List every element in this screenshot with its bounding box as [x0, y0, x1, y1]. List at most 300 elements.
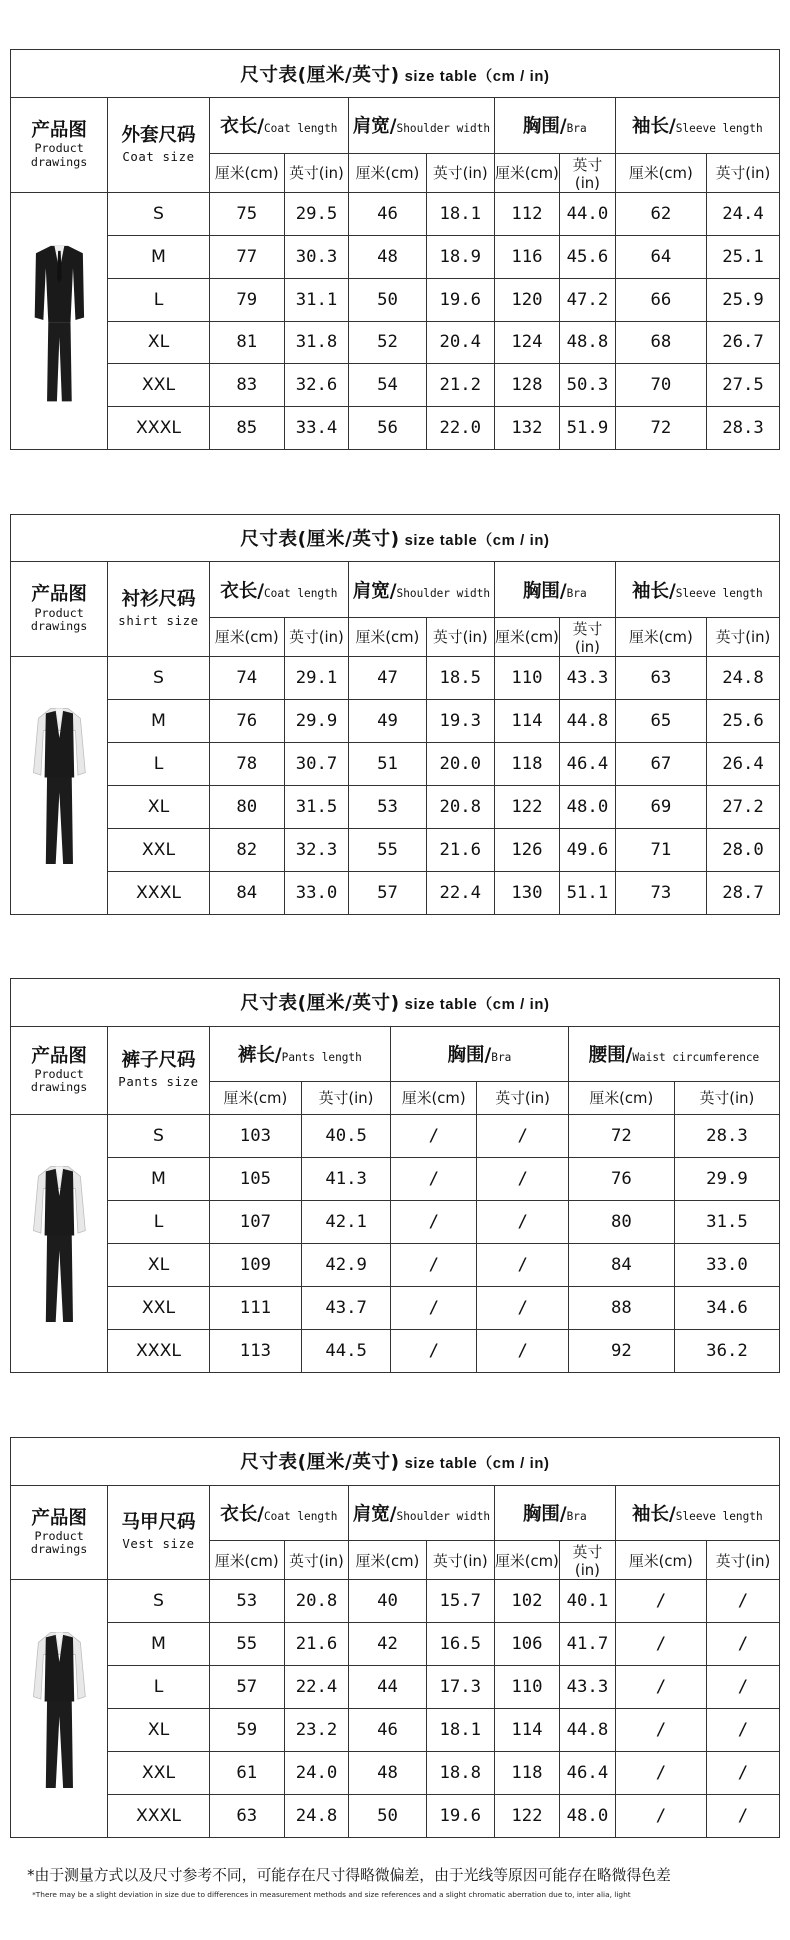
table-cell: 59 [209, 1708, 284, 1751]
table-row [10, 828, 779, 871]
unit-in: 英寸(in) [284, 153, 348, 192]
table-cell: 113 [209, 1329, 302, 1372]
table-cell: 29.1 [284, 656, 348, 699]
table-cell: / [477, 1157, 568, 1200]
table-row [10, 364, 779, 407]
table-cell: 56 [349, 407, 427, 450]
group-en: Bra [566, 122, 587, 136]
table-cell: 68 [615, 321, 706, 364]
title-en: size table（cm / in) [404, 1456, 550, 1473]
table-cell: 43.7 [302, 1286, 391, 1329]
table-cell: 63 [209, 1794, 284, 1837]
group-zh: 袖长/ [632, 580, 676, 602]
table-cell: / [391, 1286, 477, 1329]
table-cell: 69 [615, 785, 706, 828]
size-code-zh: 裤子尺码 [121, 1050, 196, 1072]
table-cell: 17.3 [426, 1665, 494, 1708]
table-cell: 29.5 [284, 192, 348, 235]
suit-figure-icon [31, 236, 88, 406]
group-zh: 肩宽/ [352, 116, 397, 138]
unit-in: 英寸(in) [560, 153, 616, 192]
size-code-header [108, 1026, 209, 1114]
table-cell: 24.8 [707, 656, 780, 699]
unit-in: 英寸(in) [426, 617, 494, 656]
group-en: Waist circumference [632, 1050, 760, 1064]
table-cell: 28.7 [707, 871, 780, 914]
table-cell: 130 [494, 871, 559, 914]
unit-cm: 厘米(cm) [209, 1541, 284, 1580]
table-cell: 18.1 [426, 1708, 494, 1751]
group-header [391, 1026, 569, 1081]
table-cell: 72 [615, 407, 706, 450]
group-zh: 裤长/ [237, 1044, 282, 1066]
size-label: XL [108, 785, 209, 828]
group-header [615, 1485, 779, 1540]
title-en: size table（cm / in) [404, 997, 550, 1014]
table-cell: / [477, 1329, 568, 1372]
group-en: Bra [491, 1050, 512, 1064]
table-cell: 120 [494, 278, 559, 321]
table-cell: / [707, 1708, 780, 1751]
unit-in: 英寸(in) [426, 1541, 494, 1580]
table-cell: 27.5 [707, 364, 780, 407]
table-cell: 76 [209, 699, 284, 742]
size-label: XXL [108, 828, 209, 871]
pants-figure-icon [31, 1159, 88, 1327]
product-header [10, 98, 108, 192]
table-cell: / [391, 1243, 477, 1286]
table-title [10, 1437, 779, 1485]
table-cell: 122 [494, 785, 559, 828]
size-label: M [108, 235, 209, 278]
table-cell: 41.3 [302, 1157, 391, 1200]
group-en: Sleeve length [675, 1509, 763, 1523]
group-zh: 胸围/ [522, 580, 567, 602]
table-cell: 48.8 [560, 321, 616, 364]
coat-size-table [10, 49, 780, 450]
table-cell: 50.3 [560, 364, 616, 407]
title-zh: 尺寸表(厘米/英寸) [240, 1452, 400, 1474]
group-en: Coat length [263, 1509, 338, 1523]
table-cell: 49 [349, 699, 427, 742]
table-cell: 44.8 [560, 699, 616, 742]
title-zh: 尺寸表(厘米/英寸) [240, 528, 400, 550]
group-en: Coat length [263, 586, 338, 600]
table-cell: 75 [209, 192, 284, 235]
unit-cm: 厘米(cm) [494, 1541, 559, 1580]
table-cell: 18.9 [426, 235, 494, 278]
unit-cm: 厘米(cm) [209, 1081, 302, 1114]
table-cell: 51.1 [560, 871, 616, 914]
product-label-en: Product [34, 605, 84, 620]
table-cell: / [477, 1243, 568, 1286]
table-title [10, 514, 779, 562]
product-label-en-2: drawings [30, 1542, 88, 1557]
group-zh: 胸围/ [447, 1044, 492, 1066]
product-label-en-2: drawings [30, 1080, 88, 1095]
table-cell: 26.7 [707, 321, 780, 364]
product-label-en: Product [34, 141, 84, 156]
table-cell: 48 [349, 235, 427, 278]
size-code-header [108, 1485, 209, 1579]
table-cell: 111 [209, 1286, 302, 1329]
unit-in: 英寸(in) [284, 617, 348, 656]
table-row [10, 1243, 779, 1286]
group-zh: 袖长/ [632, 1503, 676, 1525]
table-cell: / [391, 1157, 477, 1200]
table-cell: 88 [568, 1286, 674, 1329]
table-row [10, 742, 779, 785]
table-cell: 46 [349, 192, 427, 235]
table-cell: 47 [349, 656, 427, 699]
product-label-en-2: drawings [30, 619, 88, 634]
table-cell: 43.3 [560, 656, 616, 699]
table-cell: 92 [568, 1329, 674, 1372]
product-image-suit [10, 192, 108, 450]
size-code-zh: 外套尺码 [121, 124, 196, 146]
product-label-zh: 产品图 [31, 584, 87, 606]
table-cell: 81 [209, 321, 284, 364]
size-code-header [108, 98, 209, 192]
table-cell: 55 [209, 1623, 284, 1666]
table-cell: 30.7 [284, 742, 348, 785]
table-cell: 31.1 [284, 278, 348, 321]
table-cell: 62 [615, 192, 706, 235]
table-cell: 22.0 [426, 407, 494, 450]
unit-cm: 厘米(cm) [615, 1541, 706, 1580]
table-cell: 31.8 [284, 321, 348, 364]
product-image-vest [10, 1580, 108, 1838]
table-cell: / [615, 1708, 706, 1751]
unit-in: 英寸(in) [560, 1541, 616, 1580]
table-cell: 46.4 [560, 1751, 616, 1794]
table-title [10, 50, 779, 98]
table-row [10, 699, 779, 742]
table-cell: 85 [209, 407, 284, 450]
table-cell: 22.4 [426, 871, 494, 914]
size-label: XXXL [108, 407, 209, 450]
unit-cm: 厘米(cm) [494, 617, 559, 656]
table-cell: 63 [615, 656, 706, 699]
group-header [349, 562, 495, 617]
group-zh: 腰围/ [588, 1044, 633, 1066]
table-row [10, 871, 779, 914]
table-cell: 50 [349, 278, 427, 321]
unit-cm: 厘米(cm) [391, 1081, 477, 1114]
table-cell: 116 [494, 235, 559, 278]
table-cell: 80 [568, 1200, 674, 1243]
unit-in: 英寸(in) [284, 1541, 348, 1580]
table-cell: / [707, 1623, 780, 1666]
table-cell: / [615, 1794, 706, 1837]
unit-in: 英寸(in) [707, 1541, 780, 1580]
unit-cm: 厘米(cm) [349, 617, 427, 656]
table-cell: 45.6 [560, 235, 616, 278]
product-label-en: Product [34, 1066, 84, 1081]
table-cell: 107 [209, 1200, 302, 1243]
table-cell: 33.4 [284, 407, 348, 450]
table-cell: 67 [615, 742, 706, 785]
unit-in: 英寸(in) [707, 153, 780, 192]
size-label: S [108, 1114, 209, 1157]
table-cell: 48 [349, 1751, 427, 1794]
size-label: L [108, 1200, 209, 1243]
table-cell: 110 [494, 656, 559, 699]
group-header [209, 562, 348, 617]
table-cell: 30.3 [284, 235, 348, 278]
group-header [615, 562, 779, 617]
table-cell: 52 [349, 321, 427, 364]
table-row [10, 1751, 779, 1794]
title-en: size table（cm / in) [404, 532, 550, 549]
table-cell: 40.5 [302, 1114, 391, 1157]
table-cell: 83 [209, 364, 284, 407]
unit-in: 英寸(in) [477, 1081, 568, 1114]
group-en: Coat length [263, 122, 338, 136]
group-zh: 衣长/ [220, 580, 264, 602]
size-label: M [108, 1623, 209, 1666]
table-cell: 114 [494, 1708, 559, 1751]
product-header [10, 1026, 108, 1114]
table-cell: 42.1 [302, 1200, 391, 1243]
table-cell: 46 [349, 1708, 427, 1751]
table-cell: 64 [615, 235, 706, 278]
product-image-shirt-vest [10, 656, 108, 914]
table-cell: 31.5 [284, 785, 348, 828]
vest-figure-icon [31, 1625, 88, 1793]
vest-size-table [10, 1437, 780, 1838]
product-label-zh: 产品图 [31, 120, 87, 142]
group-header [494, 1485, 615, 1540]
table-cell: 71 [615, 828, 706, 871]
group-header [615, 98, 779, 153]
table-cell: 18.1 [426, 192, 494, 235]
group-en: Shoulder width [396, 1509, 491, 1523]
table-cell: 57 [349, 871, 427, 914]
table-cell: 44.0 [560, 192, 616, 235]
table-cell: 47.2 [560, 278, 616, 321]
table-cell: 53 [209, 1580, 284, 1623]
table-cell: / [477, 1114, 568, 1157]
table-row [10, 1623, 779, 1666]
table-cell: 118 [494, 1751, 559, 1794]
table-cell: 48.0 [560, 785, 616, 828]
table-row [10, 656, 779, 699]
table-cell: 29.9 [284, 699, 348, 742]
table-title [10, 978, 779, 1026]
table-row [10, 407, 779, 450]
group-en: Bra [566, 586, 587, 600]
unit-cm: 厘米(cm) [568, 1081, 674, 1114]
product-label-en: Product [34, 1528, 84, 1543]
size-label: L [108, 742, 209, 785]
table-cell: 124 [494, 321, 559, 364]
size-label: S [108, 656, 209, 699]
table-cell: 132 [494, 407, 559, 450]
size-label: XXXL [108, 871, 209, 914]
group-header [209, 1026, 390, 1081]
table-cell: / [707, 1665, 780, 1708]
table-cell: 33.0 [674, 1243, 779, 1286]
size-label: L [108, 278, 209, 321]
footnote-zh: *由于测量方式以及尺寸参考不同，可能存在尺寸得略微偏差，由于光线等原因可能存在略微得色差 [27, 1866, 671, 1884]
table-cell: 24.8 [284, 1794, 348, 1837]
title-zh: 尺寸表(厘米/英寸) [240, 993, 400, 1015]
table-cell: 23.2 [284, 1708, 348, 1751]
pants-size-table [10, 978, 780, 1373]
size-code-en: shirt size [118, 613, 199, 628]
table-cell: 102 [494, 1580, 559, 1623]
group-en: Pants length [281, 1050, 362, 1064]
table-cell: / [615, 1623, 706, 1666]
size-label: XXL [108, 364, 209, 407]
unit-cm: 厘米(cm) [349, 1541, 427, 1580]
group-header [494, 98, 615, 153]
table-cell: 84 [209, 871, 284, 914]
unit-in: 英寸(in) [560, 617, 616, 656]
group-header [494, 562, 615, 617]
size-code-en: Coat size [122, 149, 195, 164]
table-cell: 110 [494, 1665, 559, 1708]
table-cell: 122 [494, 1794, 559, 1837]
table-cell: / [615, 1580, 706, 1623]
table-cell: 28.0 [707, 828, 780, 871]
table-cell: 118 [494, 742, 559, 785]
title-zh: 尺寸表(厘米/英寸) [240, 64, 400, 86]
table-cell: 72 [568, 1114, 674, 1157]
product-label-zh: 产品图 [31, 1045, 87, 1067]
table-cell: 126 [494, 828, 559, 871]
table-row [10, 785, 779, 828]
table-row [10, 1580, 779, 1623]
table-cell: 20.4 [426, 321, 494, 364]
group-header [349, 98, 495, 153]
size-label: S [108, 192, 209, 235]
table-cell: 15.7 [426, 1580, 494, 1623]
table-cell: 20.8 [426, 785, 494, 828]
table-cell: / [477, 1200, 568, 1243]
table-row [10, 1157, 779, 1200]
size-label: XL [108, 321, 209, 364]
unit-in: 英寸(in) [426, 153, 494, 192]
table-cell: / [391, 1329, 477, 1372]
table-cell: 57 [209, 1665, 284, 1708]
size-label: M [108, 699, 209, 742]
table-row [10, 1286, 779, 1329]
table-cell: 42 [349, 1623, 427, 1666]
table-cell: 19.6 [426, 278, 494, 321]
size-label: XXXL [108, 1329, 209, 1372]
group-en: Bra [566, 1509, 587, 1523]
table-cell: 70 [615, 364, 706, 407]
size-label: L [108, 1665, 209, 1708]
table-cell: 73 [615, 871, 706, 914]
table-cell: 33.0 [284, 871, 348, 914]
table-cell: 74 [209, 656, 284, 699]
group-header [209, 1485, 348, 1540]
unit-in: 英寸(in) [302, 1081, 391, 1114]
table-row [10, 1794, 779, 1837]
table-cell: 80 [209, 785, 284, 828]
unit-in: 英寸(in) [674, 1081, 779, 1114]
footnote-en: *There may be a slight deviation in size due to differences in measurement methods and size references and a slight chromatic aberration due to, inter alia, light [32, 1889, 631, 1899]
table-cell: 46.4 [560, 742, 616, 785]
table-row [10, 235, 779, 278]
group-en: Shoulder width [396, 586, 491, 600]
size-label: XXL [108, 1751, 209, 1794]
table-cell: 29.9 [674, 1157, 779, 1200]
table-cell: / [615, 1751, 706, 1794]
size-label: XXXL [108, 1794, 209, 1837]
table-cell: 61 [209, 1751, 284, 1794]
group-zh: 胸围/ [522, 1503, 567, 1525]
table-cell: 25.1 [707, 235, 780, 278]
table-cell: 105 [209, 1157, 302, 1200]
table-row [10, 192, 779, 235]
table-cell: 82 [209, 828, 284, 871]
table-cell: 18.8 [426, 1751, 494, 1794]
group-zh: 胸围/ [522, 116, 567, 138]
table-cell: 51 [349, 742, 427, 785]
unit-cm: 厘米(cm) [349, 153, 427, 192]
shirt-vest-figure-icon [31, 701, 88, 869]
table-row [10, 1114, 779, 1157]
unit-cm: 厘米(cm) [615, 153, 706, 192]
table-cell: / [477, 1286, 568, 1329]
group-zh: 肩宽/ [352, 580, 397, 602]
table-cell: 51.9 [560, 407, 616, 450]
table-cell: 55 [349, 828, 427, 871]
table-row [10, 1708, 779, 1751]
unit-cm: 厘米(cm) [209, 617, 284, 656]
table-cell: 25.6 [707, 699, 780, 742]
size-code-header [108, 562, 209, 656]
table-cell: / [615, 1665, 706, 1708]
table-cell: / [707, 1751, 780, 1794]
table-cell: 79 [209, 278, 284, 321]
table-cell: 31.5 [674, 1200, 779, 1243]
group-header [568, 1026, 779, 1081]
table-cell: 20.0 [426, 742, 494, 785]
table-cell: 40.1 [560, 1580, 616, 1623]
table-cell: 21.2 [426, 364, 494, 407]
table-cell: 42.9 [302, 1243, 391, 1286]
unit-cm: 厘米(cm) [494, 153, 559, 192]
table-cell: 50 [349, 1794, 427, 1837]
group-header [349, 1485, 495, 1540]
group-zh: 袖长/ [632, 116, 676, 138]
table-cell: 106 [494, 1623, 559, 1666]
table-cell: 109 [209, 1243, 302, 1286]
table-cell: 49.6 [560, 828, 616, 871]
table-cell: 26.4 [707, 742, 780, 785]
table-row [10, 1665, 779, 1708]
table-cell: / [391, 1114, 477, 1157]
size-code-en: Pants size [118, 1074, 199, 1089]
table-cell: / [391, 1200, 477, 1243]
group-en: Shoulder width [396, 122, 491, 136]
table-cell: 66 [615, 278, 706, 321]
product-label-zh: 产品图 [31, 1507, 87, 1529]
table-cell: 32.6 [284, 364, 348, 407]
table-row [10, 1329, 779, 1372]
table-cell: 22.4 [284, 1665, 348, 1708]
table-cell: 43.3 [560, 1665, 616, 1708]
table-cell: 112 [494, 192, 559, 235]
group-zh: 衣长/ [220, 116, 264, 138]
table-cell: 21.6 [426, 828, 494, 871]
table-cell: 78 [209, 742, 284, 785]
